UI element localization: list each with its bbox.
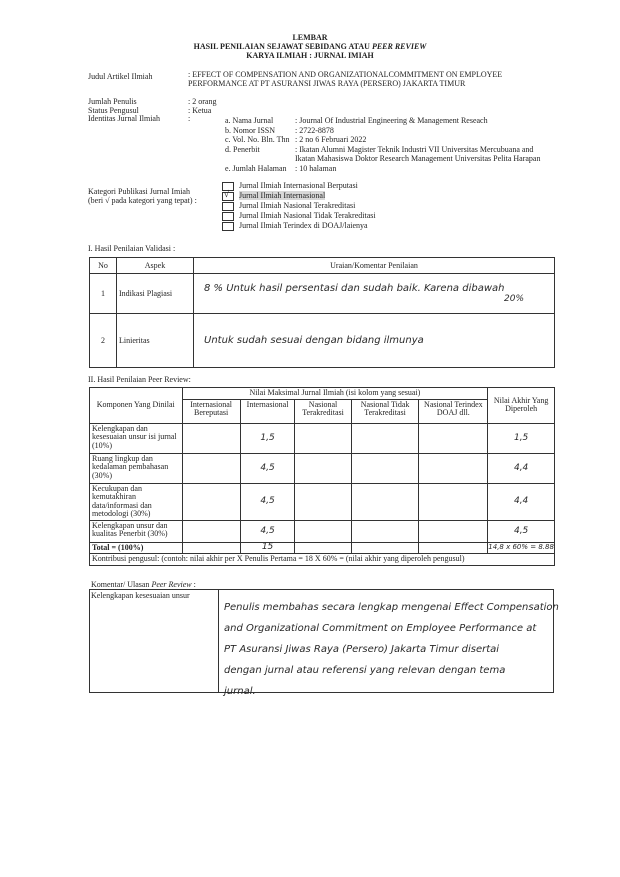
komentar-line: dengan jurnal atau referensi yang relevan dengan tema <box>224 665 506 676</box>
cell-empty <box>351 423 419 453</box>
kategori-option[interactable]: Jurnal Ilmiah Internasional Berputasi <box>222 181 376 191</box>
identitas-list <box>225 116 565 173</box>
kelengkapan-label: Kelengkapan kesesuaian unsur <box>91 591 190 600</box>
kategori-option[interactable]: Jurnal Ilmiah Terindex di DOAJ/laienya <box>222 221 376 231</box>
row-komentar <box>194 274 555 314</box>
komentar-line: PT Asuransi Jiwas Raya (Persero) Jakarta Timur disertai <box>224 644 500 655</box>
total-internasional: 15 <box>240 542 295 554</box>
kategori-option[interactable]: Jurnal Ilmiah Nasional Terakreditasi <box>222 201 376 211</box>
validasi-title: I. Hasil Penilaian Validasi : <box>88 244 176 253</box>
table-row <box>90 453 555 483</box>
cell-empty <box>351 483 419 520</box>
judul-value-line-2: PERFORMANCE AT PT ASURANSI JIWAS RAYA (PERSERO) JAKARTA TIMUR <box>188 79 466 88</box>
header-group: Nilai Maksimal Jurnal Ilmiah (isi kolom yang sesuai) <box>182 388 488 400</box>
judul-label: Judul Artikel Ilmiah <box>88 72 153 81</box>
table-row <box>90 520 555 542</box>
kontribusi-row: Kontribusi pengusul: (contoh: nilai akhir per X Penulis Pertama = 18 X 60% = (nilai akhir yang diperoleh pengusul) <box>90 554 555 566</box>
cell-internasional: 4,5 <box>240 453 295 483</box>
identitas-item: c. Vol. No. Bln. Thn : 2 no 6 Februari 2022 <box>225 135 367 144</box>
cell-nilai-akhir: 4,4 <box>488 483 555 520</box>
column-header: Nasional Tidak Terakreditasi <box>351 399 419 423</box>
header-line-3: KARYA ILMIAH : JURNAL IMIAH <box>246 51 374 60</box>
komentar-divider <box>89 589 553 590</box>
row-komentar <box>194 314 555 368</box>
row-number: 2 <box>90 314 117 368</box>
header-komponen: Komponen Yang Dinilai <box>90 388 183 424</box>
kategori-option-selected[interactable]: √ Jurnal Ilmiah Internasional <box>224 188 326 200</box>
status-pengusul-label: Status Pengusul <box>88 105 139 115</box>
komentar-line: jurnal. <box>224 686 256 697</box>
handwritten-comment-line-2: 20% <box>504 294 525 304</box>
table-row <box>90 423 555 453</box>
review-table <box>89 387 555 566</box>
cell-empty <box>419 483 488 520</box>
judul-value-line-1: : EFFECT OF COMPENSATION AND ORGANIZATIONALCOMMITMENT ON EMPLOYEE <box>188 70 503 79</box>
cell-empty <box>351 453 419 483</box>
status-pengusul-value: : Ketua <box>188 105 212 115</box>
column-header: Nasional Terindex DOAJ dll. <box>419 399 488 423</box>
kategori-label-line-2: (beri √ pada kategori yang tepat) : <box>88 196 197 205</box>
document-header <box>0 33 620 60</box>
komentar-left-border <box>89 589 90 692</box>
jumlah-penulis-value: : 2 orang <box>188 97 217 106</box>
checkbox[interactable] <box>222 202 234 211</box>
row-komponen: Kecukupan dan kemutakhiran data/informasi dan metodologi (30%) <box>90 483 183 520</box>
cell-empty <box>182 542 240 554</box>
column-header: Aspek <box>117 258 194 274</box>
identitas-colon: : <box>188 114 191 123</box>
identitas-item: d. Penerbit : Ikatan Alumni Magister Teknik Industri VII Universitas Mercubuana and <box>225 144 534 154</box>
identitas-item: Ikatan Mahasiswa Doktor Research Management Universitas Pelita Harapan <box>295 154 541 163</box>
cell-empty <box>419 453 488 483</box>
komentar-handwritten <box>224 597 559 702</box>
cell-empty <box>295 483 351 520</box>
kategori-option[interactable]: Jurnal Ilmiah Nasional Tidak Terakreditasi <box>222 211 376 221</box>
column-header: Nasional Terakreditasi <box>295 399 351 423</box>
review-title: II. Hasil Penilaian Peer Review: <box>88 375 191 384</box>
header-line-2-main: HASIL PENILAIAN SEJAWAT SEBIDANG ATAU <box>193 42 372 51</box>
table-row <box>90 314 555 368</box>
table-row <box>90 483 555 520</box>
cell-internasional: 1,5 <box>240 423 295 453</box>
cell-empty <box>182 483 240 520</box>
column-header: Uraian/Komentar Penilaian <box>194 258 555 274</box>
cell-empty <box>419 423 488 453</box>
row-aspek: Indikasi Plagiasi <box>117 274 194 314</box>
column-header: Internasional <box>240 399 295 423</box>
kategori-label <box>88 187 197 205</box>
cell-empty <box>182 453 240 483</box>
cell-empty <box>351 520 419 542</box>
cell-empty <box>182 520 240 542</box>
total-row <box>90 542 555 554</box>
row-komponen: Ruang lingkup dan kedalaman pembahasan (30%) <box>90 453 183 483</box>
cell-empty <box>295 542 351 554</box>
checkbox[interactable] <box>222 212 234 221</box>
header-nilai-akhir: Nilai Akhir Yang Diperoleh <box>488 388 555 424</box>
total-label: Total = (100%) <box>90 542 183 554</box>
jumlah-penulis-label: Jumlah Penulis <box>88 97 137 106</box>
kategori-options <box>222 181 376 231</box>
checkbox[interactable] <box>222 222 234 231</box>
row-komponen: Kelengkapan unsur dan kualitas Penerbit (30%) <box>90 520 183 542</box>
cell-empty <box>419 520 488 542</box>
cell-empty <box>295 520 351 542</box>
check-mark-icon: √ <box>224 188 229 199</box>
judul-value <box>188 70 548 88</box>
cell-nilai-akhir: 4,5 <box>488 520 555 542</box>
header-line-2 <box>0 42 620 51</box>
row-komponen: Kelengkapan dan kesesuaian unsur isi jurnal (10%) <box>90 423 183 453</box>
komentar-line: Penulis membahas secara lengkap mengenai Effect Compensation <box>224 602 559 613</box>
identitas-item: a. Nama Jurnal : Journal Of Industrial Engineering & Management Reseach <box>225 116 488 125</box>
komentar-inner-border <box>218 589 219 692</box>
validasi-table <box>89 257 555 368</box>
info-meta-values <box>188 98 216 124</box>
cell-internasional: 4,5 <box>240 520 295 542</box>
komentar-line: and Organizational Commitment on Employee Performance at <box>224 623 537 634</box>
cell-nilai-akhir: 1,5 <box>488 423 555 453</box>
identitas-item: b. Nomor ISSN : 2722-8878 <box>225 125 334 135</box>
header-line-1: LEMBAR <box>292 33 328 42</box>
identitas-item: e. Jumlah Halaman : 10 halaman <box>225 163 337 173</box>
info-meta-labels <box>88 98 160 124</box>
column-header: No <box>90 258 117 274</box>
cell-empty <box>182 423 240 453</box>
checkbox-checked[interactable] <box>222 188 234 201</box>
kategori-label-line-1: Kategori Publikasi Jurnal Imiah <box>88 187 190 196</box>
cell-empty <box>295 423 351 453</box>
table-row <box>90 274 555 314</box>
cell-empty <box>295 453 351 483</box>
row-number: 1 <box>90 274 117 314</box>
cell-empty <box>419 542 488 554</box>
column-header: Internasional Bereputasi <box>182 399 240 423</box>
handwritten-comment: Untuk sudah sesuai dengan bidang ilmunya <box>204 335 424 346</box>
handwritten-comment-line-1: 8 % Untuk hasil persentasi dan sudah baik. Karena dibawah <box>204 283 505 294</box>
cell-nilai-akhir: 4,4 <box>488 453 555 483</box>
komentar-label: Komentar/ Ulasan Peer Review : <box>91 580 196 589</box>
cell-empty <box>351 542 419 554</box>
row-aspek: Linieritas <box>117 314 194 368</box>
identitas-label: Identitas Jurnal Ilmiah <box>88 114 160 123</box>
total-nilai-akhir: 14,8 x 60% = 8.88 <box>488 542 555 554</box>
header-line-2-italic: PEER REVIEW <box>371 42 427 51</box>
cell-internasional: 4,5 <box>240 483 295 520</box>
info-labels <box>88 72 152 81</box>
